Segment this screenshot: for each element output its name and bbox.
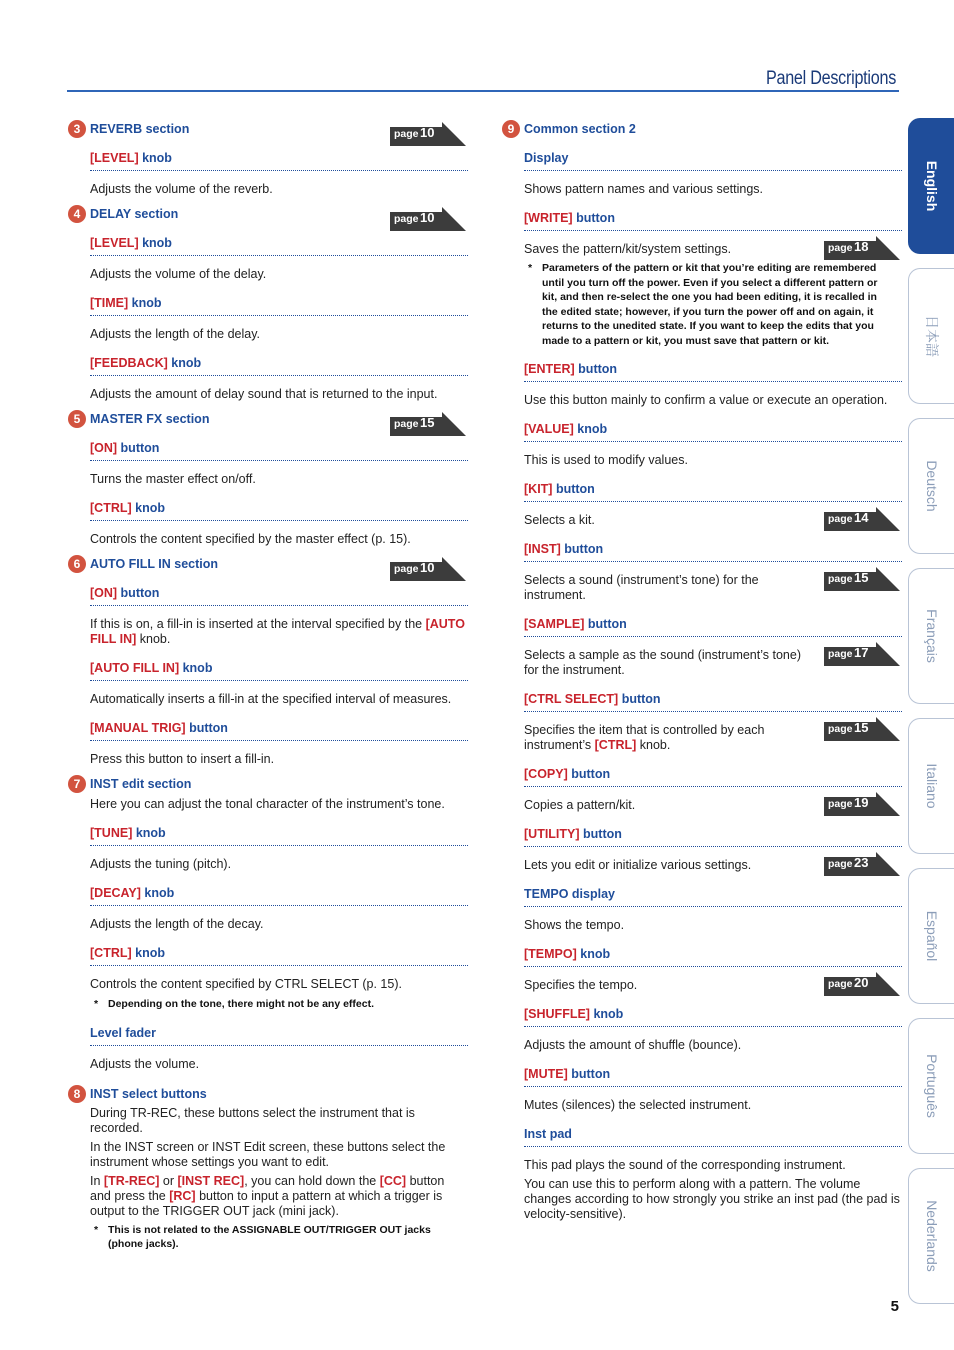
item-description: [524, 1098, 902, 1113]
control-item: [90, 235, 468, 282]
item-description: [524, 453, 902, 468]
control-item: [90, 440, 468, 487]
section-heading-common-2: [502, 118, 902, 140]
control-item: [90, 1025, 468, 1072]
control-item: [524, 886, 902, 933]
control-type: TEMPO display: [524, 887, 615, 901]
page-ref-number: 18: [854, 239, 869, 254]
control-type: button: [584, 617, 627, 631]
language-tab-label: Español: [923, 910, 940, 962]
control-heading: [524, 886, 902, 907]
page-ref-tag[interactable]: [824, 567, 900, 591]
language-tab-label: English: [923, 160, 940, 212]
control-heading: [90, 585, 468, 606]
language-tab-label: Italiano: [923, 763, 940, 809]
desc-text: Adjusts the volume of the delay.: [90, 267, 267, 281]
section-heading-inst-edit: [68, 773, 468, 795]
item-description: [90, 917, 468, 932]
page-ref-tag[interactable]: [824, 236, 900, 260]
note: [524, 261, 892, 348]
language-tab-2[interactable]: [908, 418, 954, 554]
control-type: knob: [576, 947, 611, 961]
control-name: [SHUFFLE]: [524, 1007, 590, 1021]
control-name: [CTRL SELECT]: [524, 692, 619, 706]
item-description: [90, 752, 468, 767]
control-item: [524, 616, 902, 678]
note-text: Depending on the tone, there might not be any effect.: [108, 998, 375, 1010]
control-ref: [TR-REC]: [103, 1173, 160, 1188]
control-item: [524, 150, 902, 197]
page-ref-label: page: [394, 128, 419, 140]
control-heading: [524, 361, 902, 382]
control-name: [LEVEL]: [90, 236, 139, 250]
control-heading: [90, 440, 468, 461]
section-heading-inst-select: [68, 1083, 468, 1105]
control-type: Display: [524, 151, 569, 165]
header-rule: [67, 90, 899, 92]
section-title: AUTO FILL IN section: [90, 557, 219, 571]
item-description: [524, 242, 816, 257]
control-heading: [524, 541, 902, 562]
control-type: button: [579, 827, 622, 841]
page-ref-label: page: [394, 563, 419, 575]
control-type: knob: [167, 356, 202, 370]
desc-text: Shows pattern names and various settings.: [524, 182, 764, 196]
paragraph: During TR-REC, these buttons select the instrument that is recorded.: [90, 1105, 415, 1135]
control-heading: [90, 945, 468, 966]
control-type: button: [567, 1067, 611, 1081]
section-inst-select: [68, 1083, 468, 1252]
desc-text: Selects a sound (instrument’s tone) for the instrument.: [524, 573, 759, 602]
paragraph-text: button and press the: [90, 1173, 445, 1203]
section-master-fx: [68, 408, 468, 547]
page-ref-number: 10: [420, 125, 435, 140]
item-description: [90, 857, 468, 872]
item-description: [90, 532, 468, 547]
item-description: [524, 573, 816, 603]
control-item: [524, 361, 902, 408]
control-ref: [CC]: [379, 1173, 407, 1188]
page-ref-number: 20: [854, 975, 869, 990]
control-type: button: [552, 482, 595, 496]
control-type: knob: [179, 661, 213, 675]
control-item: [90, 500, 468, 547]
control-heading: [90, 660, 468, 681]
control-heading: [524, 946, 902, 967]
section-number-badge: 4: [68, 205, 86, 223]
page-ref-label: page: [394, 213, 419, 225]
language-tab-4[interactable]: [908, 718, 954, 854]
control-name: [FEEDBACK]: [90, 356, 168, 370]
item-description: [524, 393, 902, 408]
page-ref-tag[interactable]: [390, 207, 466, 231]
control-item: [524, 1066, 902, 1113]
control-type: button: [567, 767, 611, 781]
desc-text: Press this button to insert a fill-in.: [90, 752, 275, 766]
control-heading: [90, 150, 468, 171]
control-item: [524, 691, 902, 753]
control-heading: [90, 720, 468, 741]
note-text: This is not related to the ASSIGNABLE OUT/TRIGGER OUT jacks (phone jacks).: [108, 1223, 431, 1250]
item-description: [90, 472, 468, 487]
desc-text: Saves the pattern/kit/system settings.: [524, 242, 732, 256]
language-tab-label: Português: [923, 1054, 940, 1118]
control-item: [524, 481, 902, 528]
control-name: [WRITE]: [524, 211, 573, 225]
control-item: [90, 355, 468, 402]
control-type: knob: [573, 422, 608, 436]
page-ref-number: 17: [854, 645, 869, 660]
control-type: knob: [140, 886, 175, 900]
desc-text: Copies a pattern/kit.: [524, 798, 636, 812]
paragraph: [90, 1174, 468, 1219]
desc-text: Turns the master effect on/off.: [90, 472, 256, 486]
control-ref: [INST REC]: [177, 1173, 245, 1188]
page-ref-tag[interactable]: [824, 972, 900, 996]
control-name: [SAMPLE]: [524, 617, 585, 631]
page-ref-label: page: [828, 513, 853, 525]
item-description: [90, 327, 468, 342]
control-name: [ON]: [90, 441, 118, 455]
desc-text: Controls the content specified by the master effect (p. 15).: [90, 532, 411, 546]
control-item: [90, 660, 468, 707]
desc-text: knob.: [636, 738, 671, 752]
page-ref-number: 10: [420, 560, 435, 575]
control-item: [524, 1126, 902, 1222]
control-item: [524, 1006, 902, 1053]
language-tab-7[interactable]: [908, 1168, 954, 1304]
section-title: MASTER FX section: [90, 412, 210, 426]
page-ref-number: 15: [854, 570, 869, 585]
control-type: button: [560, 542, 604, 556]
control-item: [90, 825, 468, 872]
desc-text: Adjusts the volume of the reverb.: [90, 182, 273, 196]
control-heading: [524, 616, 902, 637]
control-type: button: [117, 441, 160, 455]
page-ref-tag[interactable]: [824, 507, 900, 531]
paragraph-text: , you can hold down the: [244, 1173, 380, 1188]
control-name: [MUTE]: [524, 1067, 568, 1081]
desc-control-ref: [AUTO FILL IN]: [90, 617, 465, 646]
section-title: Common section 2: [524, 122, 636, 136]
language-tab-5[interactable]: [908, 868, 954, 1004]
paragraph-text: button to input a pattern at which a trigger is output to the TRIGGER OUT jack (mini jack).: [90, 1188, 443, 1218]
language-tab-label: Nederlands: [923, 1200, 940, 1272]
control-item: [90, 585, 468, 647]
control-type: button: [117, 586, 160, 600]
control-heading: [90, 235, 468, 256]
desc-text: Adjusts the amount of delay sound that is returned to the input.: [90, 387, 438, 401]
item-description: [90, 692, 468, 707]
page-ref-number: 14: [854, 510, 869, 525]
desc-control-ref: [CTRL]: [594, 738, 637, 752]
desc-text: Adjusts the length of the delay.: [90, 327, 261, 341]
item-description: [524, 978, 816, 993]
page-ref-tag[interactable]: [390, 122, 466, 146]
control-heading: [524, 1006, 902, 1027]
control-heading: [524, 1126, 902, 1147]
control-type: button: [618, 692, 661, 706]
right-column: [502, 118, 902, 1222]
control-item: [524, 541, 902, 603]
control-heading: [90, 885, 468, 906]
page-ref-number: 23: [854, 855, 869, 870]
control-heading: [90, 500, 468, 521]
item-description: [524, 182, 902, 197]
desc-text: Selects a sample as the sound (instrument’s tone) for the instrument.: [524, 648, 801, 677]
desc-text: Specifies the tempo.: [524, 978, 638, 992]
desc-text: Use this button mainly to confirm a value or execute an operation.: [524, 393, 888, 407]
control-type: button: [574, 362, 618, 376]
section-title: INST edit section: [90, 777, 192, 791]
note-wrap: [90, 1223, 468, 1252]
control-name: [ON]: [90, 586, 118, 600]
section-number-badge: 7: [68, 775, 86, 793]
item-description: [524, 858, 816, 873]
note-wrap: [524, 261, 892, 348]
asterisk-icon: *: [528, 262, 533, 274]
desc-text: knob.: [136, 632, 171, 646]
page-ref-tag[interactable]: [824, 792, 900, 816]
language-tab-6[interactable]: [908, 1018, 954, 1154]
control-name: [TEMPO]: [524, 947, 577, 961]
control-type: button: [185, 721, 228, 735]
section-number-badge: 5: [68, 410, 86, 428]
control-heading: [524, 421, 902, 442]
item-description: [90, 1057, 468, 1072]
desc-text: Adjusts the tuning (pitch).: [90, 857, 232, 871]
control-heading: [90, 1025, 468, 1046]
page-ref-label: page: [828, 648, 853, 660]
language-tab-3[interactable]: [908, 568, 954, 704]
control-type: button: [572, 211, 615, 225]
control-name: [COPY]: [524, 767, 568, 781]
language-tab-label: Deutsch: [923, 460, 940, 512]
item-description: [90, 617, 468, 647]
control-name: [UTILITY]: [524, 827, 580, 841]
section-inst-edit: [68, 773, 468, 1072]
control-name: [DECAY]: [90, 886, 141, 900]
section-common-2: [502, 118, 902, 1222]
language-tab-label: 日本語: [923, 315, 940, 357]
section-title: INST select buttons: [90, 1086, 207, 1101]
desc-text: Specifies the item that is controlled by each instrument’s: [524, 723, 765, 752]
item-description: [524, 648, 816, 678]
desc-text: Selects a kit.: [524, 513, 595, 527]
page-ref-label: page: [828, 723, 853, 735]
control-item: [524, 210, 902, 348]
page-ref-tag[interactable]: [824, 852, 900, 876]
section-number-badge: 9: [502, 120, 520, 138]
page-title: Panel Descriptions: [765, 68, 896, 89]
page-ref-tag[interactable]: [824, 717, 900, 741]
control-heading: [524, 766, 902, 787]
desc-text: This is used to modify values.: [524, 453, 688, 467]
control-name: [INST]: [524, 542, 561, 556]
control-item: [90, 295, 468, 342]
item-description-2: You can use this to perform along with a pattern. The volume changes according to how strongly you strike an inst pad (the pad is velocity-sensitive).: [524, 1177, 900, 1221]
page-ref-number: 10: [420, 210, 435, 225]
control-item: [524, 421, 902, 468]
control-type: knob: [138, 151, 172, 165]
section-number-badge: 3: [68, 120, 86, 138]
control-name: [CTRL]: [90, 501, 132, 515]
page-ref-label: page: [394, 418, 419, 430]
page-ref-tag[interactable]: [390, 557, 466, 581]
page-ref-number: 15: [420, 415, 435, 430]
control-heading: [524, 826, 902, 847]
note: [90, 997, 468, 1012]
asterisk-icon: *: [94, 998, 99, 1010]
control-name: [ENTER]: [524, 362, 575, 376]
control-type: knob: [138, 236, 172, 250]
control-name: [TIME]: [90, 296, 129, 310]
control-type: knob: [131, 501, 165, 515]
control-name: [TUNE]: [90, 826, 133, 840]
control-heading: [90, 355, 468, 376]
section-title: REVERB section: [90, 122, 190, 136]
page-ref-label: page: [828, 242, 853, 254]
section-reverb: [68, 118, 468, 197]
language-tab-0[interactable]: [908, 118, 954, 254]
control-item: [90, 150, 468, 197]
item-description: [524, 723, 816, 753]
item-description: [524, 513, 816, 528]
item-description: [90, 182, 468, 197]
paragraph: In the INST screen or INST Edit screen, these buttons select the instrument whose settings you want to edit.: [90, 1139, 446, 1169]
section-auto-fill-in: [68, 553, 468, 767]
control-name: [CTRL]: [90, 946, 132, 960]
control-name: [AUTO FILL IN]: [90, 661, 180, 675]
control-type: knob: [132, 826, 166, 840]
control-name: [KIT]: [524, 482, 553, 496]
item-description: [90, 387, 468, 402]
left-column: [68, 118, 468, 1252]
desc-text: Adjusts the volume.: [90, 1056, 200, 1071]
page-ref-label: page: [828, 798, 853, 810]
control-heading: [524, 481, 902, 502]
control-name: [MANUAL TRIG]: [90, 721, 186, 735]
page-number: 5: [890, 1298, 899, 1315]
item-description: [524, 1038, 902, 1053]
desc-text: If this is on, a fill-in is inserted at the interval specified by the: [90, 617, 426, 631]
page-ref-tag[interactable]: [390, 412, 466, 436]
control-type: knob: [131, 946, 165, 960]
control-type: knob: [589, 1007, 624, 1021]
desc-text: Mutes (silences) the selected instrument.: [524, 1098, 752, 1112]
item-description: [524, 1158, 902, 1173]
section-delay: [68, 203, 468, 402]
section-title: DELAY section: [90, 207, 179, 221]
control-name: [LEVEL]: [90, 151, 139, 165]
desc-text: Adjusts the amount of shuffle (bounce).: [524, 1038, 742, 1052]
section-intro: Here you can adjust the tonal character of the instrument’s tone.: [90, 797, 445, 811]
control-heading: [524, 210, 902, 231]
desc-text: Automatically inserts a fill-in at the specified interval of measures.: [90, 692, 452, 706]
control-item: [90, 720, 468, 767]
control-type: Inst pad: [524, 1127, 572, 1141]
control-heading: [90, 295, 468, 316]
paragraph-text: In: [90, 1173, 104, 1188]
item-description: [524, 918, 902, 933]
control-heading: [524, 150, 902, 171]
note-text: Parameters of the pattern or kit that you’re editing are remembered until you turn off the power. Even if you select a different pattern or kit, and then re-select the one you had been editing, it is recalled in the edited state; however, if you turn the power off and on again, it returns to the unedited state. If you want to keep the edits that you made to a pattern or kit, you must save that pattern or kit.: [542, 262, 878, 347]
control-heading: [524, 1066, 902, 1087]
section-number-badge: 8: [68, 1085, 86, 1103]
page-ref-tag[interactable]: [824, 642, 900, 666]
page-ref-number: 15: [854, 720, 869, 735]
item-description: [90, 977, 468, 992]
item-description: [90, 267, 468, 282]
control-ref: [RC]: [169, 1188, 196, 1203]
control-item: [524, 766, 902, 813]
control-item: [90, 945, 468, 1012]
desc-text: Controls the content specified by CTRL SELECT (p. 15).: [90, 977, 402, 991]
item-description: [524, 798, 816, 813]
note: [90, 1223, 468, 1252]
desc-text: Lets you edit or initialize various settings.: [524, 858, 752, 872]
desc-text: This pad plays the sound of the corresponding instrument.: [524, 1158, 846, 1172]
control-item: [90, 885, 468, 932]
control-name: [VALUE]: [524, 422, 574, 436]
page-ref-number: 19: [854, 795, 869, 810]
desc-text: Shows the tempo.: [524, 918, 625, 932]
page-ref-label: page: [828, 573, 853, 585]
page-ref-label: page: [828, 978, 853, 990]
control-type: Level fader: [90, 1025, 157, 1040]
page-ref-label: page: [828, 858, 853, 870]
asterisk-icon: *: [94, 1223, 99, 1236]
control-heading: [90, 825, 468, 846]
language-tab-1[interactable]: [908, 268, 954, 404]
control-item: [524, 826, 902, 873]
control-item: [524, 946, 902, 993]
control-type: knob: [128, 296, 162, 310]
desc-text: Adjusts the length of the decay.: [90, 917, 264, 931]
paragraph-text: or: [159, 1173, 178, 1188]
control-heading: [524, 691, 902, 712]
language-tab-label: Français: [923, 609, 940, 663]
section-number-badge: 6: [68, 555, 86, 573]
